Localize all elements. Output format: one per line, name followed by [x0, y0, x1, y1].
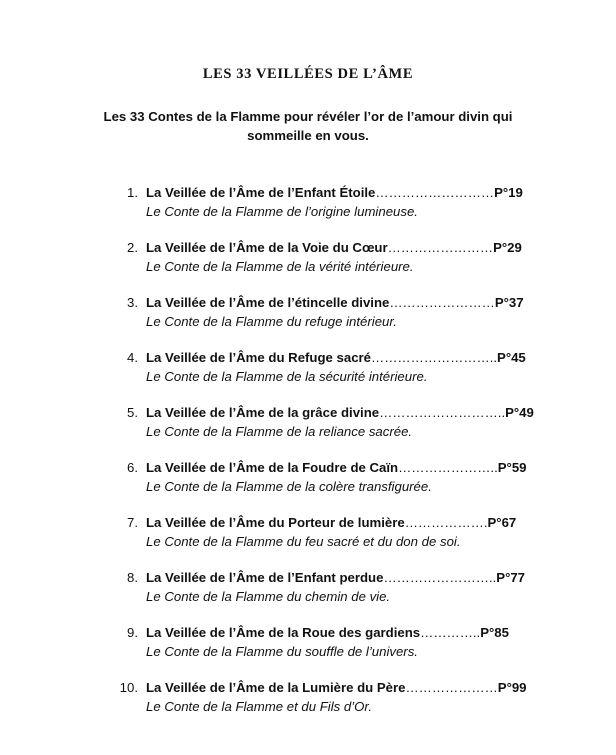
toc-entry-page: P°59: [497, 460, 527, 475]
toc-entry-2: [0, 239, 616, 283]
toc-entry-line: [146, 404, 534, 421]
toc-entry-leader: …………………: [405, 680, 498, 695]
toc-entry-description: Le Conte de la Flamme du feu sacré et du don de soi.: [146, 534, 461, 549]
toc-entry-page: P°45: [497, 350, 526, 365]
page-subtitle: Les 33 Contes de la Flamme pour révéler l’or de l’amour divin qui sommeille en vous.: [103, 109, 513, 143]
toc-entry-leader: …………..: [420, 625, 481, 640]
toc-entry-leader: ……………………..: [383, 570, 497, 585]
page-title: LES 33 VEILLÉES DE L’ÂME: [202, 66, 414, 82]
toc-entry-line: [146, 624, 510, 641]
toc-entry-page: P°29: [493, 240, 522, 255]
toc-entry-title: La Veillée de l’Âme de la Foudre de Caïn: [146, 460, 399, 475]
toc-entry-page: P°99: [497, 680, 527, 695]
toc-entry-leader: ……………………: [387, 240, 494, 255]
toc-entry-description: Le Conte de la Flamme du souffle de l’univers.: [146, 644, 418, 659]
toc-entry-title: La Veillée de l’Âme de la grâce divine: [146, 405, 380, 420]
toc-entry-number: 6.: [127, 460, 138, 475]
toc-entry-line: [146, 569, 526, 586]
toc-entry-number: 2.: [127, 240, 138, 255]
toc-entry-10: [0, 679, 616, 723]
toc-entry-page: P°77: [496, 570, 526, 585]
toc-entry-line: [146, 239, 522, 256]
toc-entry-number: 9.: [127, 625, 138, 640]
toc-entry-number: 3.: [127, 295, 138, 310]
toc-entry-number: 10.: [119, 680, 138, 695]
toc-entry-title: La Veillée de l’Âme de la Voie du Cœur: [146, 240, 388, 255]
toc-entry-number: 4.: [127, 350, 138, 365]
toc-entry-6: [0, 459, 616, 503]
toc-entry-number: 8.: [127, 570, 138, 585]
toc-entry-4: [0, 349, 616, 393]
toc-entry-description: Le Conte de la Flamme de la vérité intérieure.: [146, 259, 414, 274]
toc-entry-title: La Veillée de l’Âme de la Lumière du Père: [146, 680, 406, 695]
toc-entry-8: [0, 569, 616, 613]
toc-entry-7: [0, 514, 616, 558]
toc-entry-leader: ………………………..: [371, 350, 498, 365]
toc-entry-leader: ……………….: [404, 515, 488, 530]
toc-entry-title: La Veillée de l’Âme du Porteur de lumière: [146, 515, 405, 530]
toc-entry-description: Le Conte de la Flamme et du Fils d’Or.: [146, 699, 372, 714]
toc-entry-title: La Veillée de l’Âme de l’Enfant perdue: [146, 570, 384, 585]
toc-entry-page: P°85: [480, 625, 509, 640]
toc-entry-line: [146, 514, 517, 531]
toc-entry-line: [146, 294, 524, 311]
toc-entry-1: [0, 184, 616, 228]
toc-entry-line: [146, 184, 523, 201]
toc-entry-page: P°19: [494, 185, 523, 200]
toc-entry-line: [146, 349, 526, 366]
toc-entry-page: P°49: [505, 405, 534, 420]
toc-entry-number: 5.: [127, 405, 138, 420]
toc-entry-description: Le Conte de la Flamme du refuge intérieur.: [146, 314, 397, 329]
toc-entry-description: Le Conte de la Flamme de la colère transfigurée.: [146, 479, 432, 494]
toc-entry-line: [146, 459, 527, 476]
toc-entry-9: [0, 624, 616, 668]
toc-entry-title: La Veillée de l’Âme de l’étincelle divine: [146, 295, 390, 310]
toc-entry-leader: …………………..: [398, 460, 498, 475]
toc-entry-description: Le Conte de la Flamme de la reliance sacrée.: [146, 424, 413, 439]
toc-entry-title: La Veillée de l’Âme du Refuge sacré: [146, 350, 372, 365]
toc-entry-leader: ……………………: [389, 295, 495, 310]
toc-entry-page: P°37: [494, 295, 524, 310]
toc-entry-line: [146, 679, 527, 696]
toc-entry-page: P°67: [487, 515, 517, 530]
toc-entry-description: Le Conte de la Flamme de l’origine lumineuse.: [146, 204, 418, 219]
toc-entry-title: La Veillée de l’Âme de la Roue des gardiens: [146, 625, 421, 640]
toc-entry-5: [0, 404, 616, 448]
toc-entry-3: [0, 294, 616, 338]
toc-entry-leader: ………………………..: [379, 405, 506, 420]
toc-entry-title: La Veillée de l’Âme de l’Enfant Étoile: [146, 185, 376, 200]
toc-entry-description: Le Conte de la Flamme du chemin de vie.: [146, 589, 391, 604]
toc-entry-number: 1.: [127, 185, 138, 200]
toc-entry-description: Le Conte de la Flamme de la sécurité intérieure.: [146, 369, 428, 384]
toc-entry-number: 7.: [127, 515, 138, 530]
toc-entry-leader: ………………………: [375, 185, 495, 200]
